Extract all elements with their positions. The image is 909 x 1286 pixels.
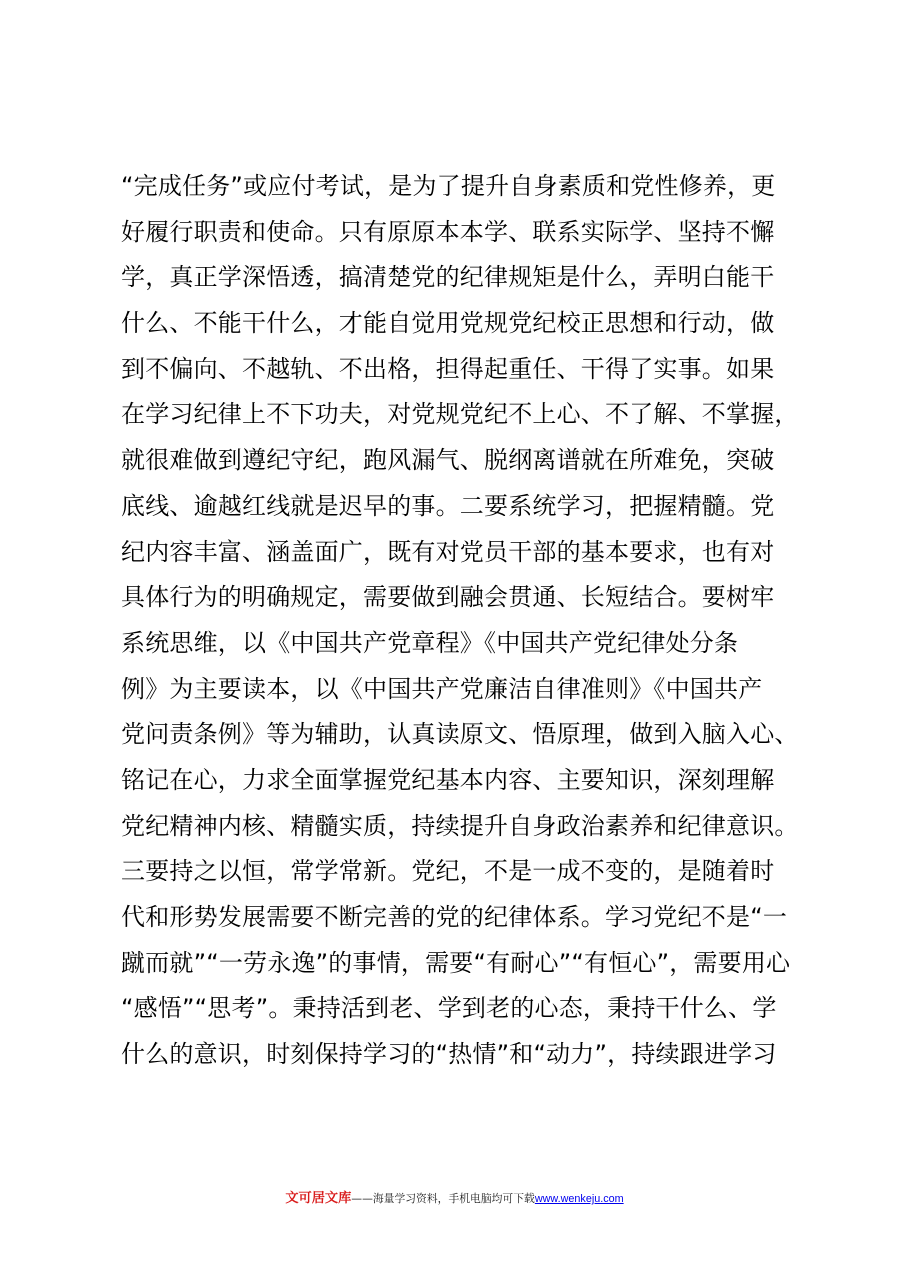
text-line: 三要持之以恒，常学常新。党纪，不是一成不变的，是随着时 [121,857,775,886]
text-line: 纪内容丰富、涵盖面广，既有对党员干部的基本要求，也有对 [121,537,775,566]
brand-name: 文可居文库 [285,1191,352,1206]
text-line: 代和形势发展需要不断完善的党的纪律体系。学习党纪不是“一 [121,903,788,931]
footer-banner [0,1182,909,1212]
text-line: 系统思维，以《中国共产党章程》《中国共产党纪律处分条 [121,628,739,657]
document-body [121,164,801,1078]
text-line: “完成任务”或应付考试，是为了提升自身素质和党性修养，更 [121,172,776,200]
text-line: 什么的意识，时刻保持学习的“热情”和“动力”，持续跟进学习 [121,1040,777,1069]
text-line: 例》为主要读本，以《中国共产党廉洁自律准则》《中国共产 [121,674,763,703]
text-line: 就很难做到遵纪守纪，跑风漏气、脱纲离谱就在所难免，突破 [121,446,775,475]
text-line: 什么、不能干什么，才能自觉用党规党纪校正思想和行动，做 [121,309,775,338]
text-line: 好履行职责和使命。只有原原本本学、联系实际学、坚持不懈 [121,217,775,246]
website-link[interactable]: www.wenkeju.com [534,1193,624,1205]
text-line: “感悟”“思考”。秉持活到老、学到老的心态，秉持干什么、学 [121,994,777,1023]
footer-tagline: ——海量学习资料，手机电脑均可下载 [351,1192,535,1205]
text-line: 党纪精神内核、精髓实质，持续提升自身政治素养和纪律意识。 [121,811,799,840]
text-line: 铭记在心，力求全面掌握党纪基本内容、主要知识，深刻理解 [121,765,775,794]
text-line: 到不偏向、不越轨、不出格，担得起重任、干得了实事。如果 [121,354,775,383]
text-line: 学，真正学深悟透，搞清楚党的纪律规矩是什么，弄明白能干 [121,263,775,292]
text-line: 底线、逾越红线就是迟早的事。二要系统学习，把握精髓。党 [121,491,775,520]
text-line: 党问责条例》等为辅助，认真读原文、悟原理，做到入脑入心、 [121,720,799,749]
text-line: 在学习纪律上不下功夫，对党规党纪不上心、不了解、不掌握， [121,400,799,429]
text-line: 具体行为的明确规定，需要做到融会贯通、长短结合。要树牢 [121,583,775,612]
text-line: 蹴而就”“一劳永逸”的事情，需要“有耐心”“有恒心”，需要用心 [121,948,791,977]
